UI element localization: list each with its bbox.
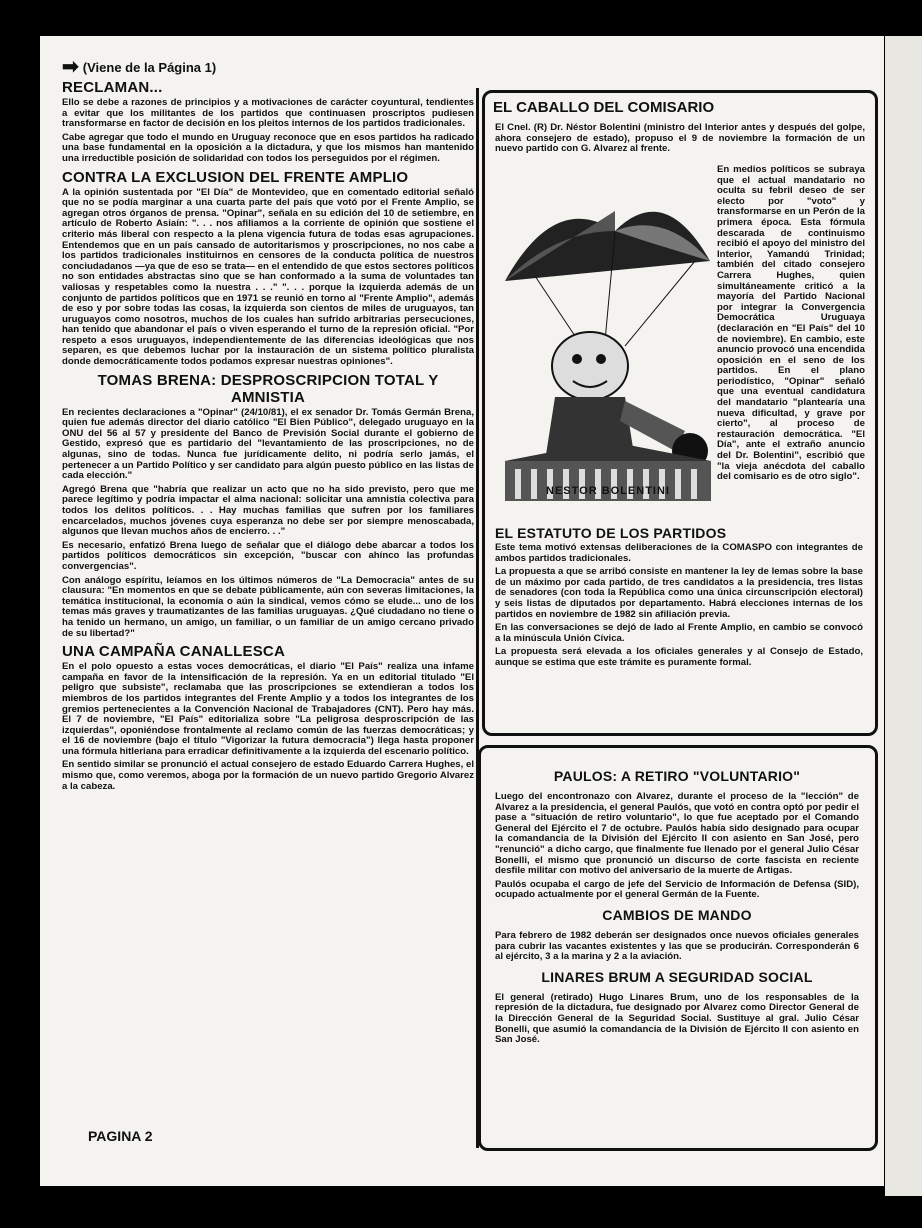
paragraph: En medios políticos se subraya que el actual mandatario no oculta su febril deseo de ser electo por "voto" y transformarse en un Perón de la primera época. Esta fórmula descarada de continuismo recibió el apoyo del ministro del Interior, Yamandú Trinidad; también del citado consejero Carrera Hughes, quien simultáneamente criticó a la mayoría del Partido Nacional por integrar la Convergencia Democrática Uruguaya (declaración en "El País" del 10 de noviembre). En cambio, este anuncio provocó una encendida oposición en el seno de los partidos. En el plano periodístico, "Opinar" señaló que una eventual candidatura del mandatario "plantearía una nueva dificultad, y grave por cierto", al proceso de restauración democrática. "El Día", ante el extraño anuncio del Dr. Bolentini", escribió que "la vieja anécdota del caballo del comisario es de otro siglo". xyxy=(717,164,865,483)
section-title-campana: UNA CAMPAÑA CANALLESCA xyxy=(62,643,285,661)
paragraph: Paulós ocupaba el cargo de jefe del Servicio de Información de Defensa (SID), ocupado actualmente por el general Germán de la Fuente. xyxy=(495,878,859,901)
paragraph: Ello se debe a razones de principios y a motivaciones de carácter coyuntural, tendientes a evitar que los militantes de los partidos que continuasen proscriptos pudiesen transformarse en factor de decisión en los pleitos internos de los partidos tradicionales. xyxy=(62,97,474,130)
page-number: PAGINA 2 xyxy=(88,1128,153,1144)
paragraph: El Cnel. (R) Dr. Néstor Bolentini (ministro del Interior antes y después del golpe, ahora consejero de estado), propuso el 9 de noviembre la formación de un nuevo partido con G. Alvarez al frente. xyxy=(495,122,865,155)
paragraph: En sentido similar se pronunció el actual consejero de estado Eduardo Carrera Hughes, el mismo que, como veremos, aboga por la formación de un nuevo partido Gregorio Alvarez a la cabeza. xyxy=(62,759,474,792)
caricature-illustration xyxy=(495,171,721,501)
arrow-right-icon: ➡ xyxy=(62,60,79,78)
article-box-caballo xyxy=(482,90,878,736)
paragraph: Cabe agregar que todo el mundo en Uruguay reconoce que en esos partidos ha radicado una base fundamental en la oposición a la dictadura, y que los mismos han mantenido una irreductible posición de solidaridad con todos los perseguidos por el régimen. xyxy=(62,131,474,164)
section-title-tomas-brena: TOMAS BRENA: DESPROSCRIPCION TOTAL Y AMNISTIA xyxy=(97,371,439,406)
section-title-paulos: PAULOS: A RETIRO "VOLUNTARIO" xyxy=(553,768,801,784)
paragraph: Este tema motivó extensas deliberaciones de la COMASPO con integrantes de ambos partidos tradicionales. xyxy=(495,542,863,564)
paragraph: La propuesta será elevada a los oficiales generales y al Consejo de Estado, aunque se estima que este trámite es puramente formal. xyxy=(495,646,863,668)
paragraph: Agregó Brena que "habría que realizar un acto que no ha sido previsto, pero que me parece legítimo y podría impactar el alma nacional: solicitar una amnistía colectiva para todos los delitos políticos. . . Hay muchas familias que sufren por los familiares encarcelados, muchos jóvenes cuya esperanza no debe ser por siempre menoscabada, algunos que llevan muchos años de encierro. . ." xyxy=(62,483,474,538)
paragraph: Es necesario, enfatizó Brena luego de señalar que el diálogo debe abarcar a todos los partidos políticos democráticos sin excepción, "buscar con ahínco las profundas convergencias". xyxy=(62,539,474,572)
section-title-estatuto: EL ESTATUTO DE LOS PARTIDOS xyxy=(495,525,727,541)
paragraph: El general (retirado) Hugo Linares Brum, uno de los responsables de la represión de la dictadura, fue designado por Alvarez como Director General de la Dirección General de la Seguridad Social. Sustituye al gral. Julio César Bonelli, que asumió la comandancia de la División de Ejército II con asiento en San José. xyxy=(495,991,859,1046)
paragraph: A la opinión sustentada por "El Día" de Montevideo, que en comentado editorial señaló que no se podía marginar a una cuarta parte del país que votó por el Frente Amplio, se agregan otros órganos de prensa. "Opinar", señala en su edición del 10 de setiembre, en artículo de Roberto Asiaín: ". . . nos afiliamos a la corriente de opinión que sostiene el criterio más liberal con respecto a la plena vigencia futura de todas esas agrupaciones. Entendemos que en un país cansado de autoritarismos y proscripciones, no nos cabe a los partidos tradicionales instituirnos en censores de la conducta política de nuestros conciudadanos —ya que de eso se trata— en el entendido de que estos sectores políticos no son entidades abstractas sino que se han conformado a la suma de voluntades tan valiosas y respetables como la nuestra . . ." ". . . porque la izquierda además de un conjunto de partidos políticos que en 1971 se reunió en torno al "Frente Amplio", además de eso y por sobre todas las cosas, la izquierda son cientos de miles de uruguayos, tan uruguayos como nosotros, muchos de los cuales han sufrido arbitrarias persecuciones, han tenido que abandonar el país o viven esperando el turno de la represión oficial. "Por respeto a esos uruguayos, independientemente de las diferencias ideológicas que nos separen, es que debemos luchar por la instauración de un sistema político pluralista donde democráticamente todos podamos expresar nuestras opiniones". xyxy=(62,186,474,368)
adjacent-page-edge xyxy=(885,36,922,1196)
continuation-note: ➡ (Viene de la Página 1) xyxy=(62,60,217,78)
photo-caption: NESTOR BOLENTINI xyxy=(546,485,670,497)
section-title-frente-amplio: CONTRA LA EXCLUSION DEL FRENTE AMPLIO xyxy=(62,168,409,186)
left-column xyxy=(62,60,474,1150)
article-box-military xyxy=(478,745,878,1151)
section-title-cambios: CAMBIOS DE MANDO xyxy=(602,906,752,923)
paragraph: La propuesta a que se arribó consiste en mantener la ley de lemas sobre la base de un máximo por cada partido, de tres candidatos a la presidencia, tres listas de senadores (con toda la República como una única circunscripción electoral) y seis listas de diputados por departamento. Habrá elecciones internas de los partidos en noviembre de 1982 sin afiliación previa. xyxy=(495,566,863,620)
section-title-reclaman: RECLAMAN... xyxy=(62,79,163,96)
section-title-linares: LINARES BRUM A SEGURIDAD SOCIAL xyxy=(541,968,813,985)
paragraph: Luego del encontronazo con Alvarez, durante el proceso de la "lección" de Alvarez a la presidencia, el general Paulós, que votó en contra optó por pedir el pase a "situación de retiro voluntario", lo que fue aceptado por el Comando General del Ejército el 7 de octubre. Paulós había sido designado para ocupar la comandancia de la División del Ejército II con asiento en San José, pero "renunció" a dicho cargo, que finalmente fue llenado por el general Julio César Bonelli, el mismo que pronunció un discurso de corte fascista en reciente desfile militar con motivo del aniversario de la muerte de Artigas. xyxy=(495,791,859,877)
box-title: EL CABALLO DEL COMISARIO xyxy=(493,99,715,116)
paragraph: En las conversaciones se dejó de lado al Frente Amplio, en cambio se convocó a la minúscula Unión Cívica. xyxy=(495,622,863,644)
paragraph: Para febrero de 1982 deberán ser designados once nuevos oficiales generales para cubrir las vacantes existentes y las que se producirán. Corresponderán 6 al ejército, 3 a la marina y 2 a la aviación. xyxy=(495,929,859,963)
paragraph: En recientes declaraciones a "Opinar" (24/10/81), el ex senador Dr. Tomás Germán Brena, quien fue además director del diario católico "El Bien Público", delegado uruguayo en la ONU del 56 al 57 y presidente del Banco de Previsión Social durante el gobierno de Gestido, expresó que es partidario del "levantamiento de las proscripciones, no de algunas, sino de todas. Nunca fue jurídicamente delito, ni podría serlo jamás, el pertenecer a un Partido Político y ser candidato para algún puesto público en las listas de cada elección." xyxy=(62,406,474,482)
paragraph: Con análogo espíritu, leíamos en los últimos números de "La Democracia" antes de su clausura: "En momentos en que se debate públicamente, aún con severas limitaciones, la temática institucional, la economía o aún la sindical, vemos cómo se elude... uno de los temas más graves y traumatizantes de las familias uruguayas. ¿Qué ciudadano no tiene o ha tenido un hermano, un amigo, un familiar, o un familiar de un amigo cercano privado de su libertad?" xyxy=(62,574,474,639)
paragraph: En el polo opuesto a estas voces democráticas, el diario "El País" realiza una infame campaña en favor de la intensificación de la represión. Ya en un editorial titulado "El peligro que subsiste", reclamaba que las proscripciones se extendieran a todos los miembros de los partidos integrantes del Frente Amplio y a todos los integrantes de los gremios pertenecientes a la Convención Nacional de Trabajadores (CNT). Pero hay más. El 7 de noviembre, "El País" editorializa sobre "La peligrosa desproscripción de las izquierdas", oponiéndose frontalmente al reclamo común de las fuerzas democráticas; y el 16 de noviembre (bajo el título "Vigorizar la futura democracia") llega hasta proponer una fórmula hitleriana para erradicar definitivamente a la izquierda del escenario político. xyxy=(62,661,474,757)
